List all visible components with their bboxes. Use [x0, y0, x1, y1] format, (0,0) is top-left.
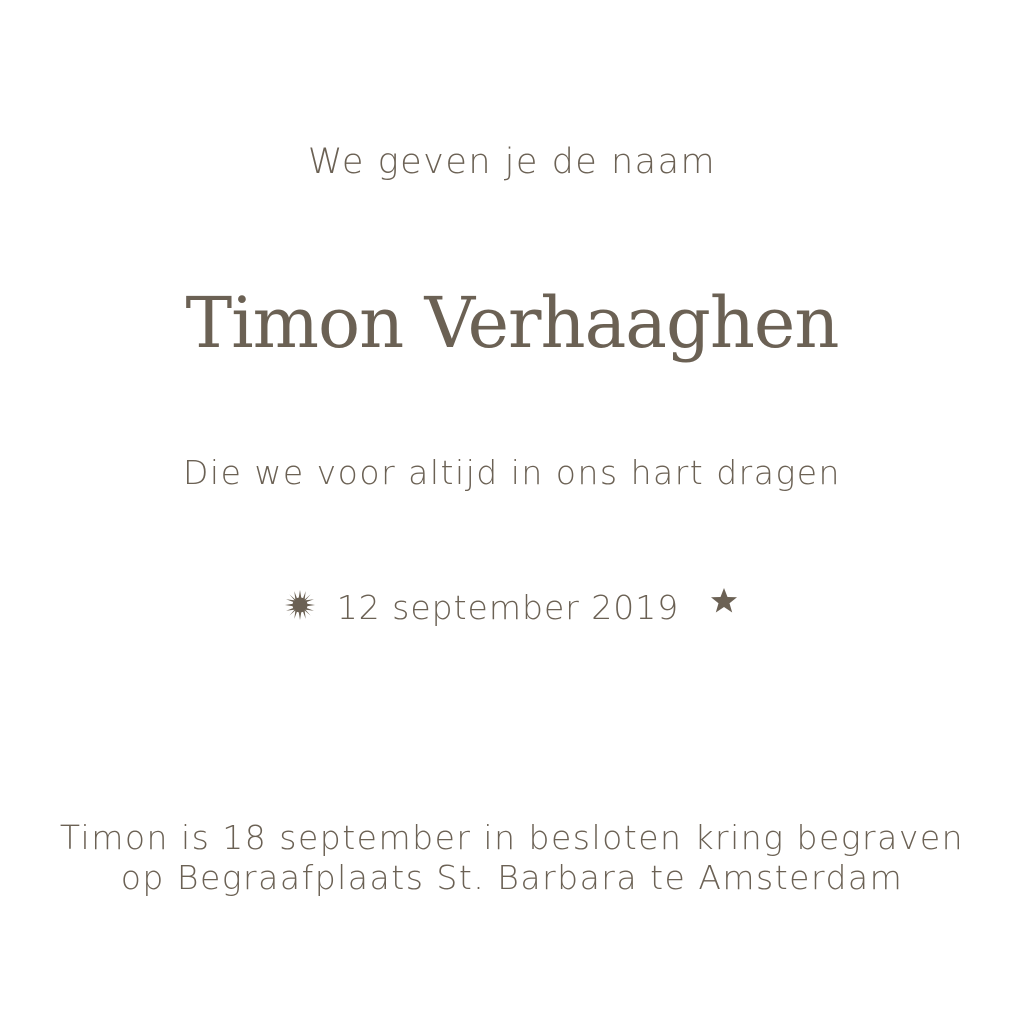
birth-date: 12 september 2019 — [336, 588, 680, 627]
intro-text: We geven je de naam — [307, 142, 717, 182]
tagline: Die we voor altijd in ons hart dragen — [183, 453, 841, 492]
date-row — [0, 585, 1024, 631]
burial-notice — [0, 818, 1024, 898]
burial-line-1: Timon is 18 september in besloten kring begraven — [59, 818, 965, 857]
child-name: Timon Verhaaghen — [185, 282, 839, 364]
star-icon — [709, 586, 739, 616]
burial-line-2: op Begraafplaats St. Barbara te Amsterdam — [120, 858, 904, 897]
sun-icon — [285, 590, 315, 620]
